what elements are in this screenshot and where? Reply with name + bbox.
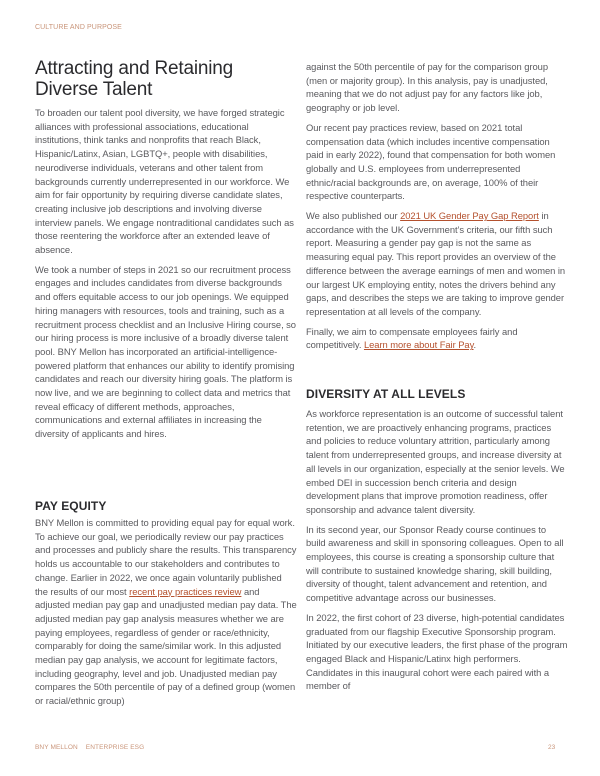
intro-paragraph-recruitment-steps: We took a number of steps in 2021 so our recruitment process engages and includes candidates from diverse backgrounds and offers equitable access to our job openings. We equipped hiring managers with resources, tools and training, such as a recruitment process checklist and an Inclusive Hiring course, so our hiring process is more inclusive of a broadly diverse talent pool. BNY Mellon has incorporated an artificial-intelligence-powered platform that enhances our ability to identify promising candidates and reach our diversity hiring goals. The platform is now live, and we are beginning to collect data and metrics that reveal efficacy of different methods, approaches, communications and external affiliates in increasing the diversity of applicants and hires.: [35, 263, 296, 440]
pay-equity-heading: PAY EQUITY: [35, 499, 107, 513]
pay-equity-text-before-link: BNY Mellon is committed to providing equal pay for equal work. To achieve our goal, we periodically review our pay practices and processes and publicly share the results. This transparency holds us accountable to our stakeholders and contributes to change. Earlier in 2022, we once again voluntarily published the results of our most: [35, 517, 297, 597]
diversity-heading: DIVERSITY AT ALL LEVELS: [306, 387, 466, 401]
diversity-retention-paragraph: As workforce representation is an outcome of successful talent retention, we are proactively enhancing programs, practices and policies to reduce voluntary attrition, particularly among talent from underrepresented groups, and increase diversity at all levels in our organization, especially at the senior levels. We embed DEI in succession bench criteria and design development plans that improve promotion readiness, offer sponsorship and advance talent diversity.: [306, 408, 565, 515]
pay-equity-body: [35, 516, 297, 714]
sponsor-ready-paragraph: In its second year, our Sponsor Ready course continues to build awareness and skill in sponsoring colleagues. Open to all employees, this course is creating a sponsorship culture that will contribute to sustained knowledge sharing, skill building, diversity of thought, talent advancement and retention, and competitive advantage across our businesses.: [306, 523, 564, 604]
learn-more-fair-pay-link[interactable]: Learn more about Fair Pay: [363, 339, 474, 351]
diversity-section: [306, 387, 568, 401]
recent-pay-practices-review-link[interactable]: recent pay practices review: [129, 585, 242, 597]
fair-pay-paragraph: [306, 325, 568, 352]
uk-report-text-before-link: We also published our: [306, 210, 401, 222]
left-column-intro: [35, 106, 297, 447]
unadjusted-pay-paragraph: against the 50th percentile of pay for the comparison group (men or majority group). In this analysis, pay is unadjusted, meaning that we do not adjust pay for any factors like job, geography or job level.: [306, 61, 548, 114]
pay-equity-text-after-link: and adjusted median pay gap and unadjusted median pay data. The adjusted median pay gap analysis measures whether we are paying employees, regardless of gender or race/ethnicity, comparably for doing the same/similar work. In this adjusted median pay gap analysis, we account for legitimate factors, including geography, level and job. Unadjusted median pay compares the 50th percentile of pay of a defined group (women or racial/ethnic group): [35, 585, 297, 707]
pay-review-findings-paragraph: Our recent pay practices review, based on 2021 total compensation data (which includes incentive compensation paid in early 2022), found that compensation for both women globally and U.S. employees from underrepresented ethnic/racial backgrounds are, on average, 100% of their respective counterparts.: [306, 121, 556, 202]
footer: [35, 744, 144, 751]
footer-company: BNY MELLON: [35, 744, 78, 751]
pay-equity-section: [35, 499, 297, 513]
diversity-body: [306, 407, 568, 699]
fair-pay-text-before-link: Finally, we aim to compensate employees fairly and competitively.: [306, 325, 518, 351]
page-title: Attracting and Retaining Diverse Talent: [35, 58, 233, 100]
right-column-pay-continued: [306, 60, 568, 358]
pay-equity-paragraph: [35, 516, 297, 708]
footer-report-name: ENTERPRISE ESG: [85, 744, 145, 751]
executive-sponsorship-paragraph: In 2022, the first cohort of 23 diverse, high-potential candidates graduated from our flagship Executive Sponsorship program. Initiated by our executive leaders, the first phase of the program engaged Black and Hispanic/Latinx high performers. Candidates in this inaugural cohort were each paired with a member of: [306, 611, 568, 692]
uk-report-paragraph: [306, 209, 568, 319]
uk-gender-pay-gap-report-link[interactable]: 2021 UK Gender Pay Gap Report: [400, 210, 539, 222]
uk-report-text-after-link: in accordance with the UK Government’s criteria, our fifth such report. Measuring a gender pay gap is not the same as measuring equal pay. This report provides an overview of the difference between the average earnings of men and women in our largest UK employing entity, notes the drivers behind any gaps, and describes the steps we are taking to improve gender representation at all levels of the company.: [306, 210, 566, 317]
page-number: 23: [548, 744, 556, 751]
fair-pay-text-after-link: .: [473, 339, 477, 351]
intro-paragraph-talent-pool: To broaden our talent pool diversity, we have forged strategic alliances with professional associations, educational institutions, think tanks and nonprofits that reach Black, Hispanic/Latinx, Asian, LGBTQ+, people with disabilities, neurodiverse individuals, veterans and other talent from backgrounds currently underrepresented in our workforce. We aim for fair opportunity by requiring diverse candidate slates, creating inclusive job descriptions and involving diverse interview panels. We engage nontraditional candidates such as those reentering the workforce after an extended leave of absence.: [35, 107, 294, 256]
section-label: CULTURE AND PURPOSE: [35, 24, 122, 31]
